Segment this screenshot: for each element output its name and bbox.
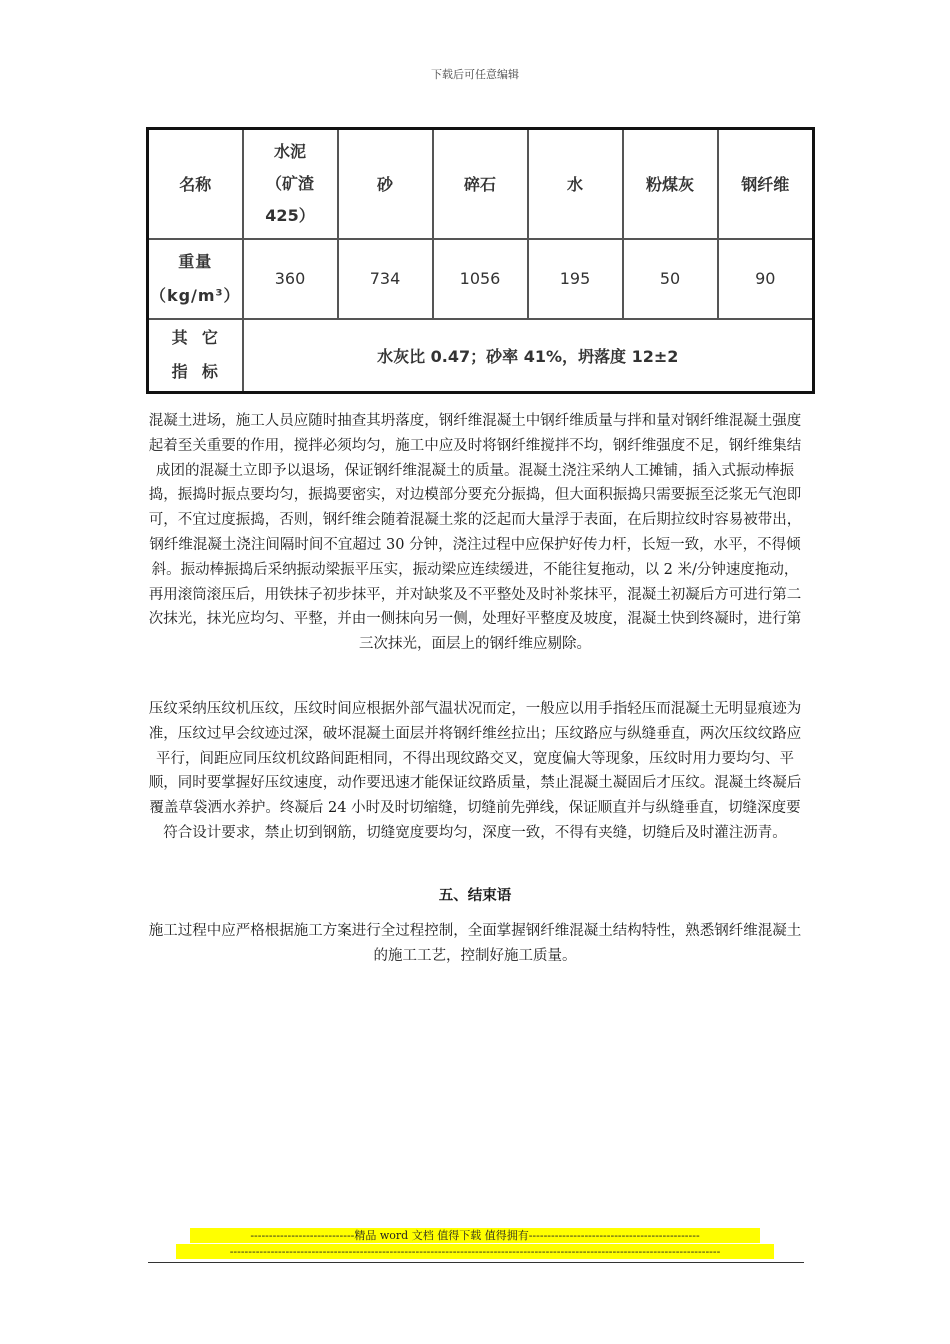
weight-water: 195 (528, 239, 623, 319)
other-label-line-2: 指 标 (171, 362, 219, 382)
paragraph-concrete-pouring: 混凝土进场，施工人员应随时抽查其坍落度，钢纤维混凝土中钢纤维质量与拌和量对钢纤维混凝土强度起着至关重要的作用，搅拌必须均匀，施工中应及时将钢纤维搅拌不均，钢纤维强度不足，钢纤维集结成团的混凝土立即予以退场，保证钢纤维混凝土的质量。混凝土浇注采纳人工摊铺，插入式振动棒振捣，振捣时振点要均匀，振捣要密实，对边模部分要充分振捣，但大面积振捣只需要振至泛浆无气泡即可，不宜过度振捣，否则，钢纤维会随着混凝土浆的泛起而大量浮于表面，在后期拉纹时容易被带出，钢纤维混凝土浇注间隔时间不宜超过 30 分钟，浇注过程中应保护好传力杆，长短一致，水平，不得倾斜。振动棒振捣后采纳振动梁振平压实，振动梁应连续缓进，不能往复拖动，以 2 米/分钟速度拖动，再用滚筒滚压后，用铁抹子初步抹平，并对缺浆及不平整处及时补浆抹平，混凝土初凝后方可进行第二次抹光，抹光应均匀、平整，并由一侧抹向另一侧，处理好平整度及坡度，混凝土快到终凝时，进行第三次抹光，面层上的钢纤维应剔除。 (148, 413, 802, 653)
table-weight-row (148, 239, 814, 319)
weight-label-line-1: 重量 (178, 251, 213, 271)
header-sand: 砂 (338, 129, 433, 239)
paragraph-texturing: 压纹采纳压纹机压纹，压纹时间应根据外部气温状况而定，一般应以用手指轻压而混凝土无明显痕迹为准，压纹过早会纹迹过深，破坏混凝土面层并将钢纤维丝拉出；压纹路应与纵缝垂直，两次压纹纹路应平行，间距应同压纹机纹路间距相同，不得出现纹路交叉，宽度偏大等现象，压纹时用力要均匀、平顺，同时要掌握好压纹速度，动作要迅速才能保证纹路质量，禁止混凝土凝固后才压纹。混凝土终凝后覆盖草袋洒水养护。终凝后 24 小时及时切缩缝，切缝前先弹线，保证顺直并与纵缝垂直，切缝深度要符合设计要求，禁止切到钢筋，切缝宽度要均匀，深度一致，不得有夹缝，切缝后及时灌注沥青。 (148, 701, 802, 841)
weight-cement: 360 (243, 239, 338, 319)
header-water: 水 (528, 129, 623, 239)
header-gravel: 碎石 (433, 129, 528, 239)
header-cement (243, 129, 338, 239)
header-name: 名称 (148, 129, 243, 239)
weight-sand: 734 (338, 239, 433, 319)
paragraph-conclusion: 施工过程中应严格根据施工方案进行全过程控制，全面掌握钢纤维混凝土结构特性，熟悉钢纤维混凝土的施工工艺，控制好施工质量。 (148, 923, 802, 964)
header-steel-fiber: 钢纤维 (718, 129, 814, 239)
header-fly-ash: 粉煤灰 (623, 129, 718, 239)
other-label (148, 319, 243, 393)
cement-line-2: （矿渣 (265, 173, 314, 193)
cement-line-3: 425） (265, 205, 315, 225)
table-header-row (148, 129, 814, 239)
footer-rule (148, 1262, 804, 1263)
other-label-line-1: 其 它 (171, 328, 219, 348)
other-value: 水灰比 0.47；砂率 41%，坍落度 12±2 (243, 319, 814, 393)
mix-proportion-table (146, 127, 815, 394)
weight-label-line-2: （kg/m³） (149, 285, 241, 305)
weight-gravel: 1056 (433, 239, 528, 319)
cement-line-1: 水泥 (273, 141, 306, 161)
footer-dash-line: ------------------------------------------------------------------------------------------------------------------------------------ (176, 1244, 774, 1259)
footer-banner: ----------------------------精品 word 文档 值得下载 值得拥有---------------------------------------------- (190, 1228, 760, 1243)
header-note: 下载后可任意编辑 (431, 68, 519, 81)
table-other-row (148, 319, 814, 393)
weight-label (148, 239, 243, 319)
section-title: 五、结束语 (438, 888, 512, 904)
weight-fly-ash: 50 (623, 239, 718, 319)
weight-steel-fiber: 90 (718, 239, 814, 319)
